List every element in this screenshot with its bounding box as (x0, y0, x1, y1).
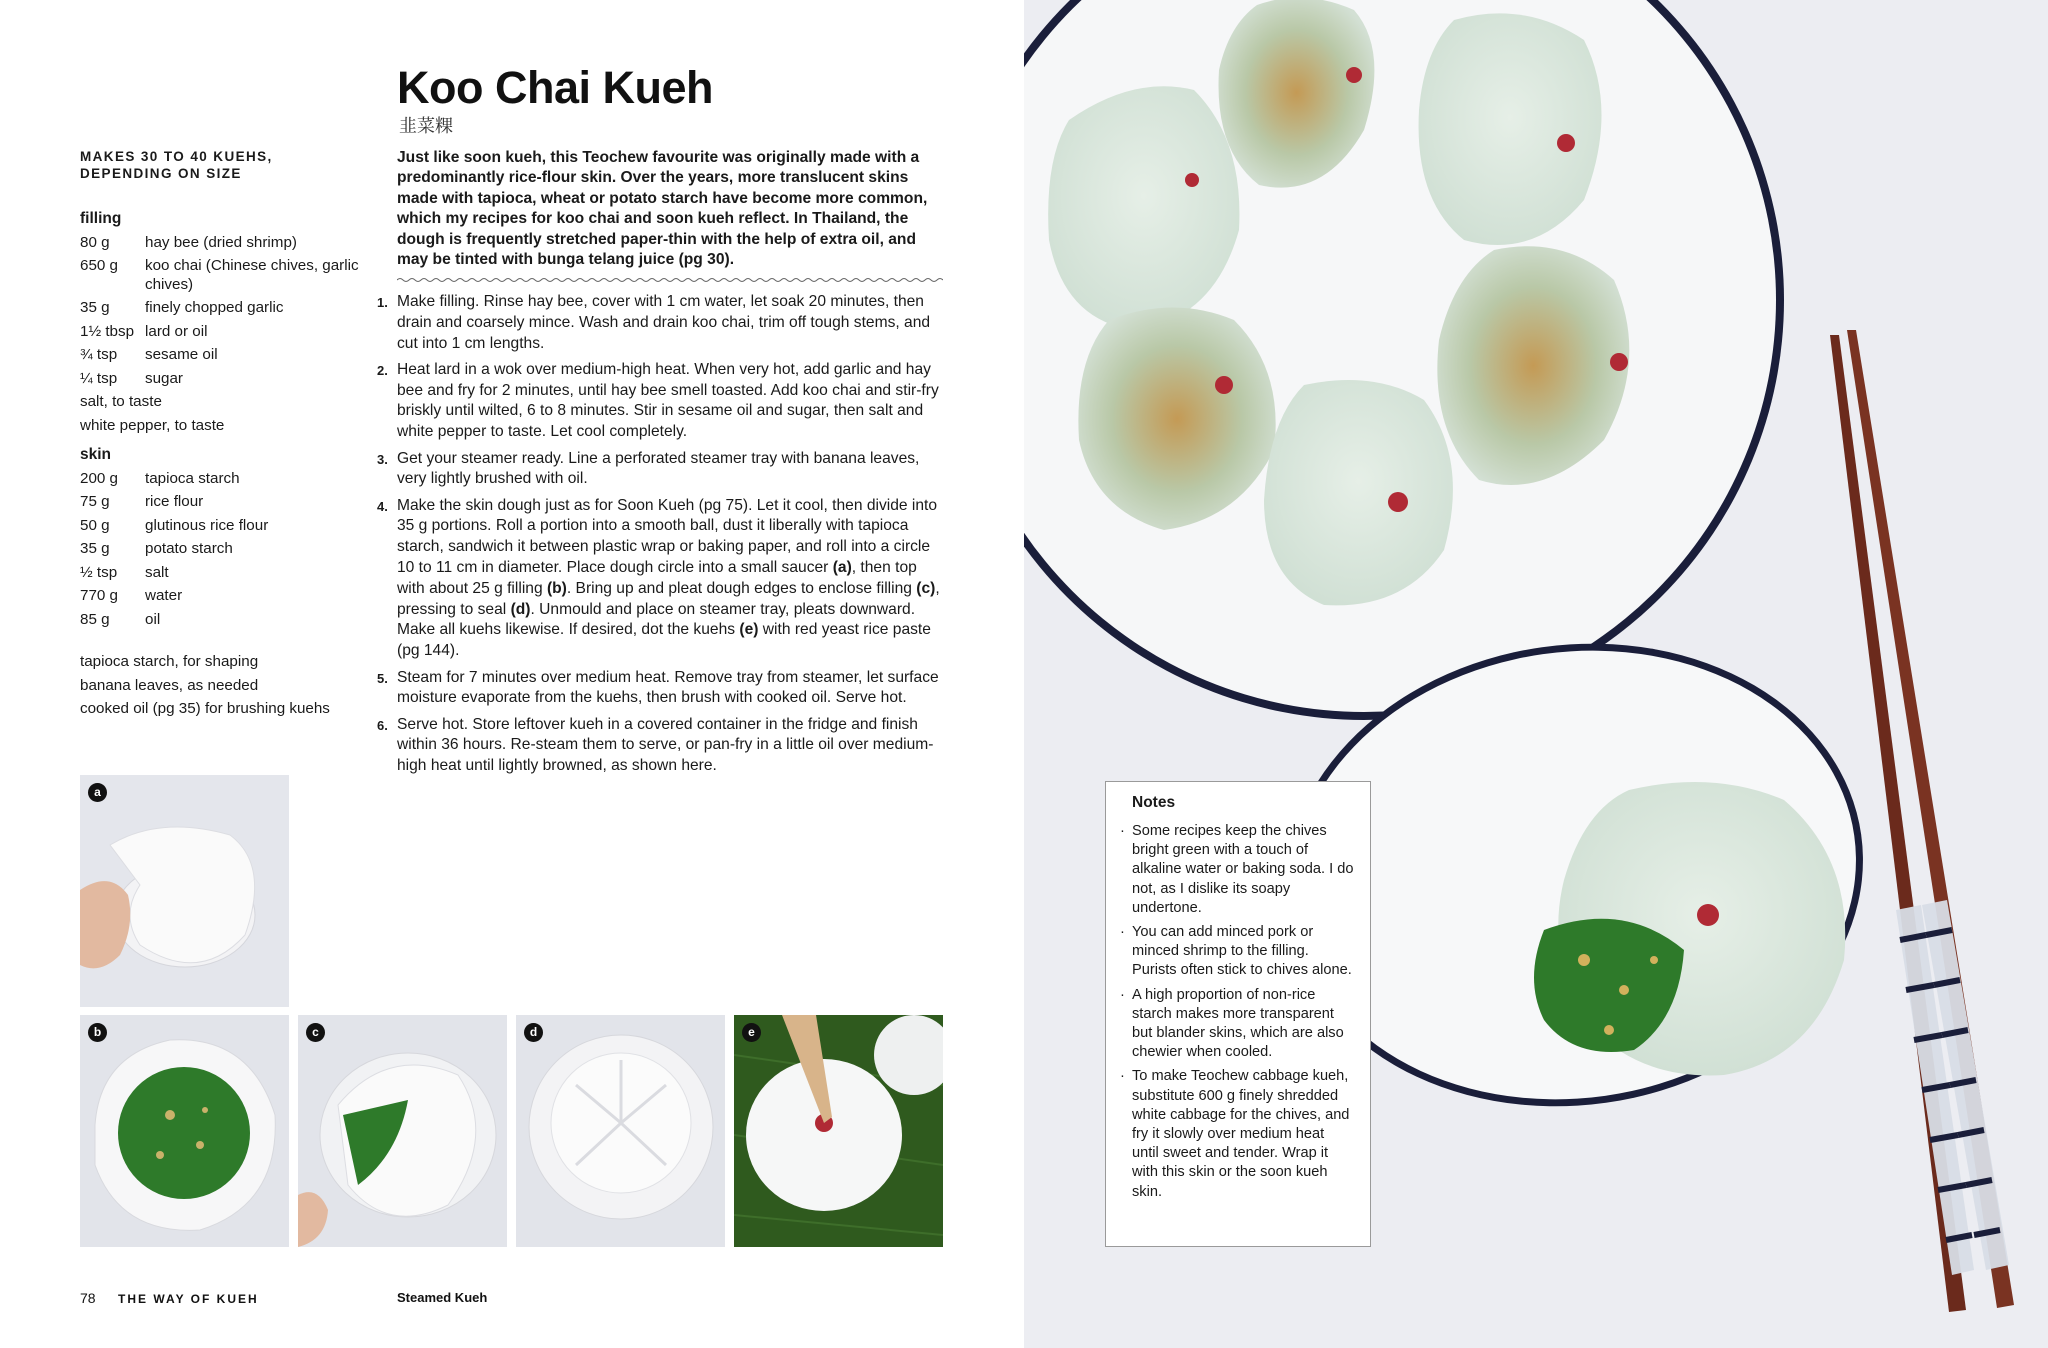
filling-ingredients (80, 207, 370, 437)
bullet-icon: · (1120, 986, 1125, 1003)
ingredient-name: finely chopped garlic (145, 299, 284, 316)
step-photo-c (298, 1015, 507, 1247)
ingredient-qty: 1½ tbsp (80, 322, 135, 340)
bullet-icon: · (1120, 924, 1125, 941)
ingredient-qty: 75 g (80, 493, 110, 510)
step-number: 4. (377, 498, 388, 514)
ingredient-row (80, 254, 370, 296)
step-text: Get your steamer ready. Line a perforated steamer tray with banana leaves, very lightly brushed with oil. (397, 449, 920, 488)
note-item (1120, 986, 1354, 1063)
method-step (377, 360, 943, 443)
ingredient-name: sesame oil (145, 346, 218, 363)
step-number: 5. (377, 670, 388, 686)
ingredient-qty: 770 g (80, 587, 119, 604)
step-photo-d (516, 1015, 725, 1247)
ingredient-qty: ¾ tsp (80, 346, 118, 363)
note-item (1120, 923, 1354, 981)
step-number: 1. (377, 295, 388, 310)
ingredient-row (80, 343, 370, 367)
ingredient-row (80, 231, 370, 255)
bullet-icon: · (1120, 823, 1125, 839)
ingredient-qty: 35 g (80, 299, 110, 316)
ingredient-name: oil (145, 610, 161, 628)
filling-heading: filling (80, 210, 122, 227)
step-photo-a (80, 775, 289, 1007)
ingredient-row (80, 561, 370, 585)
step-text: Make filling. Rinse hay bee, cover with 1 cm water, let soak 20 minutes, then drain and coarsely mince. Wash and drain koo chai, trim off tough stems, and cut into 1 cm lengths. (397, 293, 931, 352)
notes-box (1105, 781, 1371, 1247)
ingredient-extra: tapioca starch, for shaping (80, 653, 259, 670)
method-step (377, 668, 943, 710)
method-step (377, 496, 943, 662)
photo-b-illustration (80, 1015, 289, 1247)
ingredient-name: hay bee (dried shrimp) (145, 233, 297, 251)
step-text: Serve hot. Store leftover kueh in a covered container in the fridge and finish within 36 hours. Re-steam them to serve, or pan-fry in a little oil over medium-high heat until lightly browned, as shown here. (397, 715, 934, 775)
ingredient-name: koo chai (Chinese chives, garlic chives) (145, 257, 359, 293)
note-text: To make Teochew cabbage kueh, substitute 600 g finely shredded white cabbage for the chives, and fry it slowly over medium heat until sweet and tender. Wrap it with this skin or the soon kueh skin. (1132, 1068, 1350, 1200)
ingredient-row (80, 584, 370, 608)
photo-d-illustration (516, 1015, 725, 1247)
note-text: A high proportion of non-rice starch makes more transparent but blander skins, which are also chewier when cooled. (1132, 986, 1344, 1061)
ingredient-row (80, 296, 370, 320)
skin-ingredients (80, 443, 370, 631)
recipe-chinese-title: 韭菜粿 (399, 116, 453, 137)
wavy-divider (397, 276, 943, 284)
recipe-intro: Just like soon kueh, this Teochew favourite was originally made with a predominantly rice-flour skin. Over the years, more translucent skins made with tapioca, wheat or potato starch have become more common, which my recipes for koo chai and soon kueh reflect. In Thailand, the dough is frequently stretched paper-thin with the help of extra oil, and may be tinted with bunga telang juice (pg 30). (397, 149, 928, 269)
photo-tag: a (88, 783, 107, 802)
ingredient-row (80, 514, 370, 538)
photo-a-illustration (80, 775, 289, 1007)
photo-tag: e (742, 1023, 761, 1042)
ingredient-row (80, 367, 370, 391)
recipe-yield: MAKES 30 TO 40 KUEHS, DEPENDING ON SIZE (80, 149, 273, 181)
ingredient-qty: ½ tsp (80, 563, 118, 581)
step-number: 6. (377, 717, 388, 733)
ingredient-extra: cooked oil (pg 35) for brushing kuehs (80, 700, 330, 717)
ingredient-row (80, 608, 370, 632)
notes-list (1120, 822, 1354, 1202)
photo-e-illustration (734, 1015, 943, 1247)
step-number: 3. (377, 451, 388, 467)
step-text: Steam for 7 minutes over medium heat. Remove tray from steamer, let surface moisture evaporate from the kuehs, then brush with cooked oil. Serve hot. (397, 668, 939, 707)
ingredient-name: rice flour (145, 493, 204, 510)
page-number: 78 (80, 1290, 96, 1306)
kueh (1419, 13, 1602, 245)
ingredient-name: potato starch (145, 540, 233, 557)
step-text: Heat lard in a wok over medium-high heat. When very hot, add garlic and hay bee and fry for 2 minutes, until hay bee smell toasted. Add koo chai and stir-fry briskly until wilted, 6 to 8 minutes. Stir in sesame oil and sugar, then salt and white pepper to taste. Let cool completely. (397, 360, 939, 441)
method-step (377, 715, 943, 777)
note-item (1120, 1067, 1354, 1201)
step-photo-e (734, 1015, 943, 1247)
photo-c-illustration (298, 1015, 507, 1247)
recipe-title: Koo Chai Kueh (397, 62, 713, 113)
ingredient-extra: banana leaves, as needed (80, 676, 259, 694)
other-ingredients (80, 650, 370, 721)
book-title: THE WAY OF KUEH (118, 1292, 259, 1306)
ingredient-row (80, 320, 370, 344)
ingredient-name: water (145, 587, 183, 604)
method-step (377, 449, 943, 491)
section-name: Steamed Kueh (397, 1290, 488, 1305)
skin-heading: skin (80, 446, 112, 463)
note-item (1120, 822, 1354, 918)
step-photo-b (80, 1015, 289, 1247)
ingredient-qty: 35 g (80, 540, 110, 557)
method-steps (377, 292, 943, 783)
step-text: Make the skin dough just as for Soon Kueh (pg 75). Let it cool, then divide into 35 g portions. Roll a portion into a smooth ball, dust it liberally with tapioca starch, sandwich it between plastic wrap or baking paper, and roll into a circle 10 to 11 cm in diameter. Place dough circle into a small saucer (a), then top with about 25 g filling (b). Bring up and pleat dough edges to enclose filling (c), pressing to seal (d). Unmould and place on steamer tray, pleats downward. Make all kuehs likewise. If desired, dot the kuehs (e) with red yeast rice paste (pg 144). (397, 496, 940, 660)
ingredient-row (80, 490, 370, 514)
method-step (377, 292, 943, 354)
photo-tag: d (524, 1023, 543, 1042)
ingredient-qty: 80 g (80, 233, 110, 251)
note-text: Some recipes keep the chives bright green with a touch of alkaline water or baking soda. I do not, as I dislike its soapy undertone. (1132, 823, 1354, 916)
ingredient-row (80, 467, 370, 491)
ingredient-qty: 650 g (80, 257, 119, 274)
ingredient-qty: ¼ tsp (80, 369, 118, 387)
ingredient-qty: 200 g (80, 469, 119, 487)
ingredient-name: glutinous rice flour (145, 516, 269, 534)
ingredient-row (80, 537, 370, 561)
notes-title: Notes (1132, 794, 1176, 811)
step-number: 2. (377, 362, 388, 378)
ingredient-name: tapioca starch (145, 469, 240, 487)
ingredient-extra: white pepper, to taste (80, 416, 225, 434)
ingredient-qty: 85 g (80, 610, 110, 628)
ingredient-extra: salt, to taste (80, 393, 162, 410)
bullet-icon: · (1120, 1068, 1125, 1085)
ingredient-qty: 50 g (80, 516, 110, 534)
kueh (1264, 380, 1453, 605)
photo-tag: c (306, 1023, 325, 1042)
photo-tag: b (88, 1023, 107, 1042)
ingredient-name: lard or oil (145, 322, 208, 340)
ingredient-name: salt (145, 563, 169, 581)
ingredient-name: sugar (145, 369, 183, 387)
note-text: You can add minced pork or minced shrimp to the filling. Purists often stick to chives alone. (1132, 924, 1352, 979)
